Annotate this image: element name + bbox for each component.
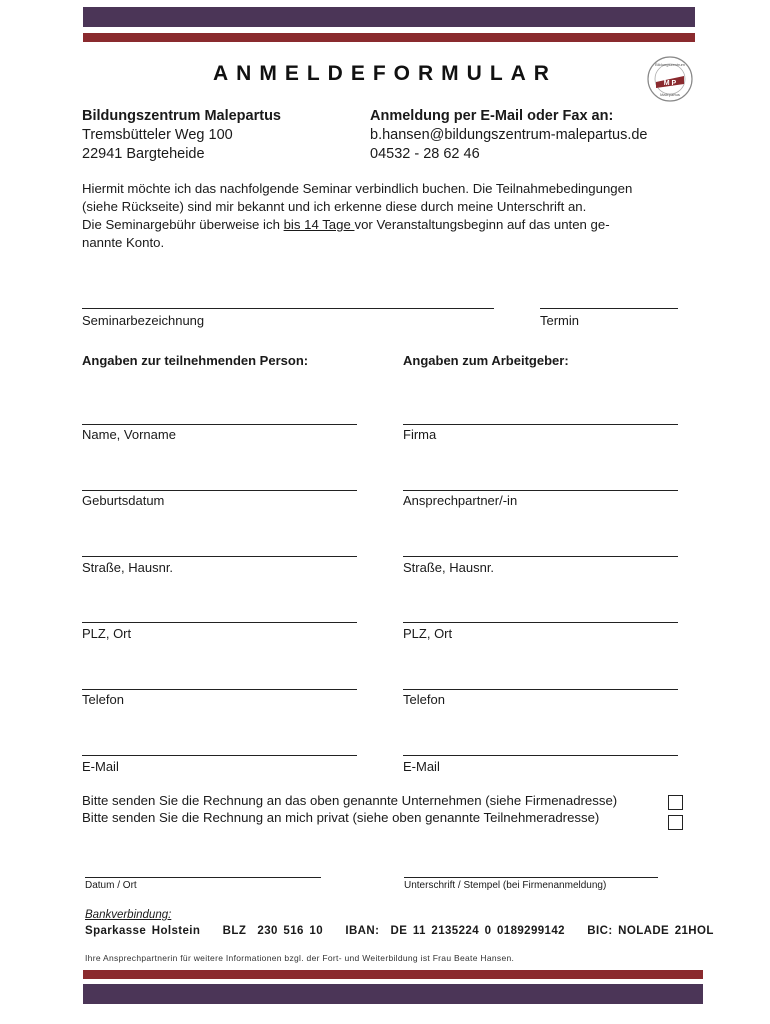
header-bar-dark <box>83 7 695 27</box>
contact-heading: Anmeldung per E-Mail oder Fax an: <box>370 108 614 124</box>
person-heading: Angaben zur teilnehmenden Person: <box>82 353 309 368</box>
seminar-date-label: Termin <box>540 313 580 328</box>
bank-heading: Bankverbindung: <box>85 909 172 921</box>
person-birthdate-label: Geburtsdatum <box>82 493 165 508</box>
person-birthdate-field[interactable] <box>82 490 357 491</box>
logo-text-top: Bildungszentrum <box>655 62 685 67</box>
person-email-field[interactable] <box>82 755 357 756</box>
employer-street-label: Straße, Hausnr. <box>403 560 495 575</box>
footer-note: Ihre Ansprechpartnerin für weitere Informationen bzgl. der Fort- und Weiterbildung ist Frau Beate Hansen. <box>85 953 515 963</box>
employer-phone-label: Telefon <box>403 692 445 707</box>
intro-line-2: (siehe Rückseite) sind mir bekannt und ich erkenne diese durch meine Unterschrift an. <box>82 199 587 214</box>
contact-phone: 04532 - 28 62 46 <box>370 146 480 162</box>
employer-phone-field[interactable] <box>403 689 678 690</box>
person-street-field[interactable] <box>82 556 357 557</box>
person-name-field[interactable] <box>82 424 357 425</box>
invoice-company-checkbox[interactable] <box>668 795 683 810</box>
employer-company-label: Firma <box>403 427 437 442</box>
signature-label: Unterschrift / Stempel (bei Firmenanmeldung) <box>404 880 607 891</box>
invoice-company-label: Bitte senden Sie die Rechnung an das oben genannte Unternehmen (siehe Firmenadresse) <box>82 793 618 808</box>
seminar-name-label: Seminarbezeichnung <box>82 313 205 328</box>
seminar-name-field[interactable] <box>82 308 494 309</box>
page-title: ANMELDEFORMULAR <box>213 62 557 85</box>
employer-contact-field[interactable] <box>403 490 678 491</box>
date-place-label: Datum / Ort <box>85 880 137 891</box>
logo-initials: M P <box>663 80 677 87</box>
intro-line-1: Hiermit möchte ich das nachfolgende Seminar verbindlich buchen. Die Teilnahmebedingungen <box>82 181 633 196</box>
date-place-field[interactable] <box>85 877 321 878</box>
person-city-label: PLZ, Ort <box>82 626 132 641</box>
invoice-private-label: Bitte senden Sie die Rechnung an mich privat (siehe oben genannte Teilnehmeradresse) <box>82 810 600 825</box>
employer-city-field[interactable] <box>403 622 678 623</box>
person-phone-field[interactable] <box>82 689 357 690</box>
employer-email-label: E-Mail <box>403 759 440 774</box>
contact-email[interactable]: b.hansen@bildungszentrum-malepartus.de <box>370 127 648 143</box>
seminar-date-field[interactable] <box>540 308 678 309</box>
intro-line-3-pre: Die Seminargebühr überweise ich <box>82 217 284 232</box>
employer-street-field[interactable] <box>403 556 678 557</box>
footer-bar-red <box>83 970 703 979</box>
org-city: 22941 Bargteheide <box>82 146 205 162</box>
seal-logo-icon <box>646 55 694 103</box>
intro-line-3-post: vor Veranstaltungsbeginn auf das unten ge- <box>354 217 610 232</box>
header-bar-red <box>83 33 695 42</box>
logo-text-bottom: Malepartus <box>660 92 680 97</box>
signature-field[interactable] <box>404 877 658 878</box>
org-street: Tremsbütteler Weg 100 <box>82 127 233 143</box>
person-city-field[interactable] <box>82 622 357 623</box>
person-phone-label: Telefon <box>82 692 124 707</box>
person-name-label: Name, Vorname <box>82 427 176 442</box>
employer-email-field[interactable] <box>403 755 678 756</box>
org-address <box>82 107 281 164</box>
employer-contact-label: Ansprechpartner/-in <box>403 493 518 508</box>
intro-deadline: bis 14 Tage <box>283 217 355 232</box>
person-email-label: E-Mail <box>82 759 119 774</box>
person-street-label: Straße, Hausnr. <box>82 560 174 575</box>
intro-line-4: nannte Konto. <box>82 235 165 250</box>
footer-bar-dark <box>83 984 703 1004</box>
employer-city-label: PLZ, Ort <box>403 626 453 641</box>
bank-details: Sparkasse Holstein BLZ 230 516 10 IBAN: DE 11 2135224 0 0189299142 BIC: NOLADE 21HOL <box>85 925 714 937</box>
contact-block <box>370 107 648 164</box>
intro-line-3 <box>82 216 682 234</box>
invoice-private-checkbox[interactable] <box>668 815 683 830</box>
employer-heading: Angaben zum Arbeitgeber: <box>403 353 569 368</box>
intro-paragraph <box>82 180 682 252</box>
org-name: Bildungszentrum Malepartus <box>82 108 281 124</box>
employer-company-field[interactable] <box>403 424 678 425</box>
